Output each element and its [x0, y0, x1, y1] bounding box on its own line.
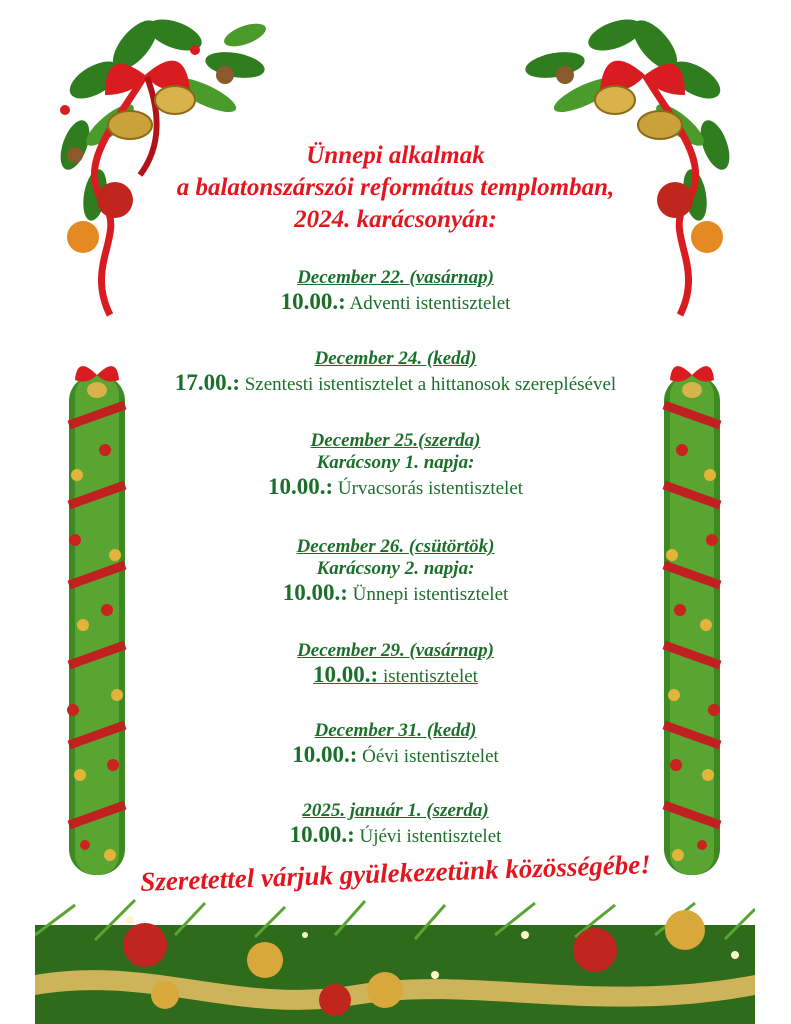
event-date: December 31. (kedd) [314, 720, 477, 741]
event-desc: Újévi istentisztelet [359, 826, 502, 847]
event-date: 2025. január 1. (szerda) [302, 800, 489, 821]
event-date: December 24. (kedd) [314, 348, 477, 369]
event-block [0, 720, 791, 770]
closing-message: Szeretettel várjuk gyülekezetünk közösségébe! [139, 849, 652, 897]
event-time: 17.00.: [174, 370, 240, 395]
event-line [0, 822, 791, 850]
event-block [0, 536, 791, 608]
event-block [0, 640, 791, 690]
event-time: 10.00.: [313, 662, 379, 687]
event-block [0, 430, 791, 502]
page-title [0, 140, 791, 236]
pine-border-bottom-icon [35, 895, 755, 1024]
event-subtitle: Karácsony 2. napja: [316, 558, 475, 579]
event-line [0, 742, 791, 770]
title-line-2: a balatonszárszói református templomban, [176, 174, 615, 201]
event-desc: Úrvacsorás istentisztelet [337, 478, 524, 499]
event-date: December 22. (vasárnap) [297, 267, 494, 288]
event-desc: istentisztelet [382, 666, 478, 687]
event-desc: Adventi istentisztelet [349, 293, 511, 314]
event-date: December 29. (vasárnap) [297, 640, 494, 661]
event-time: 10.00.: [267, 474, 334, 499]
event-time: 10.00.: [282, 580, 348, 605]
event-time: 10.00.: [292, 742, 358, 767]
event-desc: Szentesti istentisztelet a hittanosok szereplésével [244, 374, 617, 395]
event-time: 10.00.: [289, 822, 355, 847]
event-line [0, 662, 791, 690]
event-line [0, 370, 791, 398]
event-block [0, 348, 791, 398]
title-line-3: 2024. karácsonyán: [294, 206, 497, 233]
event-line [0, 474, 791, 502]
event-date: December 25.(szerda) [310, 430, 481, 451]
event-desc: Ünnepi istentisztelet [352, 584, 509, 605]
event-subtitle: Karácsony 1. napja: [316, 452, 475, 473]
event-block [0, 267, 791, 317]
event-line [0, 289, 791, 317]
title-line-1: Ünnepi alkalmak [306, 142, 485, 169]
event-desc: Óévi istentisztelet [362, 746, 499, 767]
event-line [0, 580, 791, 608]
event-time: 10.00.: [280, 289, 346, 314]
event-date: December 26. (csütörtök) [296, 536, 495, 557]
event-block [0, 800, 791, 850]
